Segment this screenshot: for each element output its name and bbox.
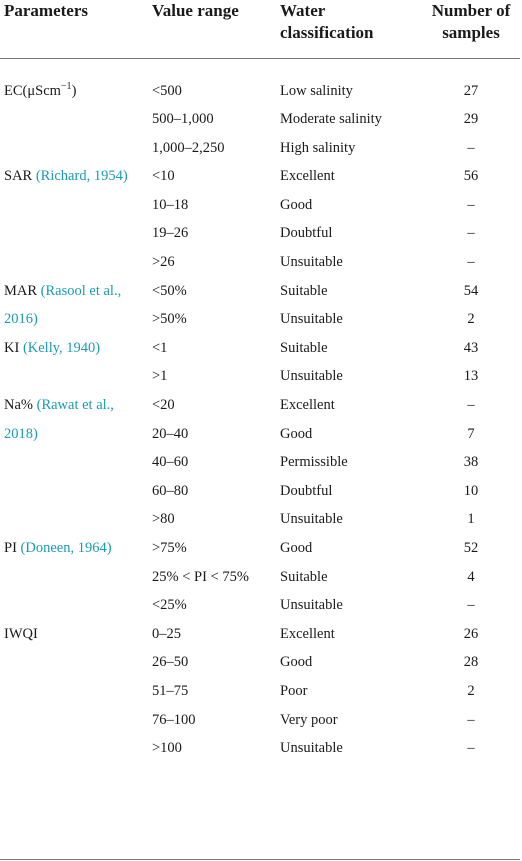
cell-value-range: 26–50 [152, 654, 189, 671]
cell-water-classification: Unsuitable [280, 254, 343, 271]
citation-link[interactable]: (Rawat et al., 2018) [4, 397, 114, 442]
parameter-unit-tail: ) [71, 82, 77, 99]
table-row [0, 448, 520, 477]
bottom-rule [0, 859, 520, 860]
cell-parameter [0, 620, 148, 649]
cell-value-range: <20 [152, 397, 175, 414]
cell-water-classification: Unsuitable [280, 740, 343, 757]
cell-number-of-samples: – [467, 139, 475, 156]
parameter-label [4, 534, 144, 563]
table-row [0, 734, 520, 771]
table-row [0, 162, 520, 191]
table-row [0, 191, 520, 220]
cell-value-range: >75% [152, 540, 187, 556]
cell-number-of-samples: – [467, 225, 475, 242]
parameter-name: SAR [4, 168, 36, 185]
cell-water-classification: Unsuitable [280, 368, 343, 385]
cell-water-classification: Moderate salinity [280, 111, 382, 128]
cell-number-of-samples: 38 [463, 454, 479, 471]
table-row [0, 134, 520, 163]
cell-number-of-samples: – [467, 740, 475, 757]
cell-value-range: >1 [152, 368, 168, 385]
parameter-label [4, 620, 144, 649]
cell-parameter [0, 420, 148, 449]
cell-water-classification: Good [280, 540, 313, 556]
cell-value-range: 40–60 [152, 454, 189, 471]
parameter-name: IWQI [4, 625, 38, 642]
cell-parameter [0, 563, 148, 592]
cell-water-classification: Unsuitable [280, 511, 343, 528]
table-row [0, 105, 520, 134]
cell-water-classification: Good [280, 425, 313, 442]
citation-link[interactable]: (Richard, 1954) [35, 168, 128, 185]
cell-value-range: 51–75 [152, 682, 189, 699]
cell-number-of-samples: – [467, 597, 475, 614]
cell-parameter [0, 134, 148, 163]
cell-value-range: 60–80 [152, 482, 189, 499]
cell-value-range: 20–40 [152, 425, 189, 442]
cell-parameter [0, 334, 148, 363]
parameter-name: Na% [4, 397, 37, 414]
cell-water-classification: Very poor [280, 711, 338, 728]
cell-value-range: 76–100 [152, 711, 196, 728]
cell-parameter [0, 706, 148, 735]
table-row [0, 362, 520, 391]
cell-water-classification: Low salinity [280, 82, 353, 99]
table-row [0, 534, 520, 563]
cell-water-classification: High salinity [280, 139, 356, 156]
cell-value-range: <1 [152, 339, 168, 356]
cell-value-range: 25% < PI < 75% [152, 568, 249, 585]
parameter-name: EC(μScm [4, 82, 61, 99]
table-header [0, 0, 520, 58]
cell-number-of-samples: – [467, 196, 475, 213]
cell-water-classification: Doubtful [280, 225, 333, 242]
parameter-label [4, 334, 144, 363]
cell-number-of-samples: 54 [463, 282, 479, 299]
header-parameters: Parameters [4, 1, 89, 20]
table-row [0, 563, 520, 592]
header-row [0, 0, 520, 58]
table-row [0, 334, 520, 363]
cell-value-range: 19–26 [152, 225, 189, 242]
cell-water-classification: Excellent [280, 397, 335, 414]
cell-number-of-samples: 56 [463, 168, 479, 185]
cell-number-of-samples: 29 [463, 111, 479, 128]
cell-parameter [0, 219, 148, 248]
cell-number-of-samples: 7 [467, 425, 475, 442]
cell-number-of-samples: 2 [467, 682, 475, 699]
cell-value-range: >50% [152, 311, 187, 328]
table-body [0, 58, 520, 771]
table-row [0, 305, 520, 334]
cell-number-of-samples: 10 [463, 482, 479, 499]
table-row [0, 58, 520, 105]
cell-parameter [0, 391, 148, 442]
cell-parameter [0, 362, 148, 391]
cell-water-classification: Doubtful [280, 482, 333, 499]
cell-number-of-samples: 43 [463, 339, 479, 356]
cell-value-range: <500 [152, 82, 182, 99]
cell-parameter [0, 448, 148, 477]
cell-number-of-samples: – [467, 711, 475, 728]
cell-parameter [0, 734, 148, 771]
table-row [0, 648, 520, 677]
table-row [0, 391, 520, 420]
header-water-classification: Water classification [280, 1, 374, 42]
table-row [0, 591, 520, 620]
cell-parameter [0, 58, 148, 105]
cell-number-of-samples: – [467, 397, 475, 414]
table-row [0, 477, 520, 506]
cell-number-of-samples: 2 [467, 311, 475, 328]
cell-value-range: >26 [152, 254, 175, 271]
table-row [0, 620, 520, 649]
parameter-label [4, 162, 144, 191]
citation-link[interactable]: (Doneen, 1964) [20, 540, 112, 556]
table-row [0, 706, 520, 735]
cell-value-range: <50% [152, 282, 187, 299]
parameter-name: MAR [4, 282, 41, 299]
cell-value-range: >80 [152, 511, 175, 528]
cell-value-range: >100 [152, 740, 182, 757]
cell-water-classification: Poor [280, 682, 308, 699]
table-row [0, 677, 520, 706]
parameter-name: KI [4, 339, 23, 356]
cell-number-of-samples: 28 [463, 654, 479, 671]
table-row [0, 277, 520, 306]
header-value-range: Value range [152, 1, 239, 20]
citation-link[interactable]: (Kelly, 1940) [22, 339, 101, 356]
cell-water-classification: Excellent [280, 625, 335, 642]
cell-water-classification: Suitable [280, 282, 328, 299]
cell-parameter [0, 477, 148, 506]
cell-parameter [0, 248, 148, 277]
cell-parameter [0, 505, 148, 534]
cell-water-classification: Unsuitable [280, 597, 343, 614]
cell-water-classification: Good [280, 654, 313, 671]
table-row [0, 420, 520, 449]
table-row [0, 219, 520, 248]
parameter-unit-superscript: −1 [60, 80, 72, 92]
cell-number-of-samples: 52 [463, 540, 479, 556]
parameter-label [4, 77, 144, 106]
header-number-of-samples: Number of samples [431, 1, 511, 42]
cell-number-of-samples: 4 [467, 568, 475, 585]
cell-water-classification: Good [280, 196, 313, 213]
cell-value-range: 500–1,000 [152, 111, 214, 128]
citation-link[interactable]: (Rasool et al., 2016) [4, 282, 122, 328]
cell-water-classification: Unsuitable [280, 311, 343, 328]
cell-number-of-samples: 27 [463, 82, 479, 99]
table-row [0, 248, 520, 277]
cell-value-range: <25% [152, 597, 187, 614]
cell-parameter [0, 191, 148, 220]
parameter-name: PI [4, 540, 21, 556]
cell-water-classification: Excellent [280, 168, 335, 185]
cell-parameter [0, 105, 148, 134]
cell-parameter [0, 162, 148, 191]
cell-parameter [0, 277, 148, 328]
cell-parameter [0, 591, 148, 620]
cell-number-of-samples: 13 [463, 368, 479, 385]
cell-parameter [0, 677, 148, 706]
cell-water-classification: Suitable [280, 339, 328, 356]
cell-number-of-samples: 26 [463, 625, 479, 642]
cell-water-classification: Suitable [280, 568, 328, 585]
cell-parameter [0, 648, 148, 677]
cell-value-range: 10–18 [152, 196, 189, 213]
cell-number-of-samples: – [467, 254, 475, 271]
cell-value-range: 1,000–2,250 [152, 139, 225, 156]
cell-value-range: 0–25 [152, 625, 181, 642]
cell-parameter [0, 534, 148, 563]
table-row [0, 505, 520, 534]
cell-number-of-samples: 1 [467, 511, 475, 528]
cell-value-range: <10 [152, 168, 175, 185]
cell-parameter [0, 305, 148, 334]
cell-water-classification: Permissible [280, 454, 348, 471]
